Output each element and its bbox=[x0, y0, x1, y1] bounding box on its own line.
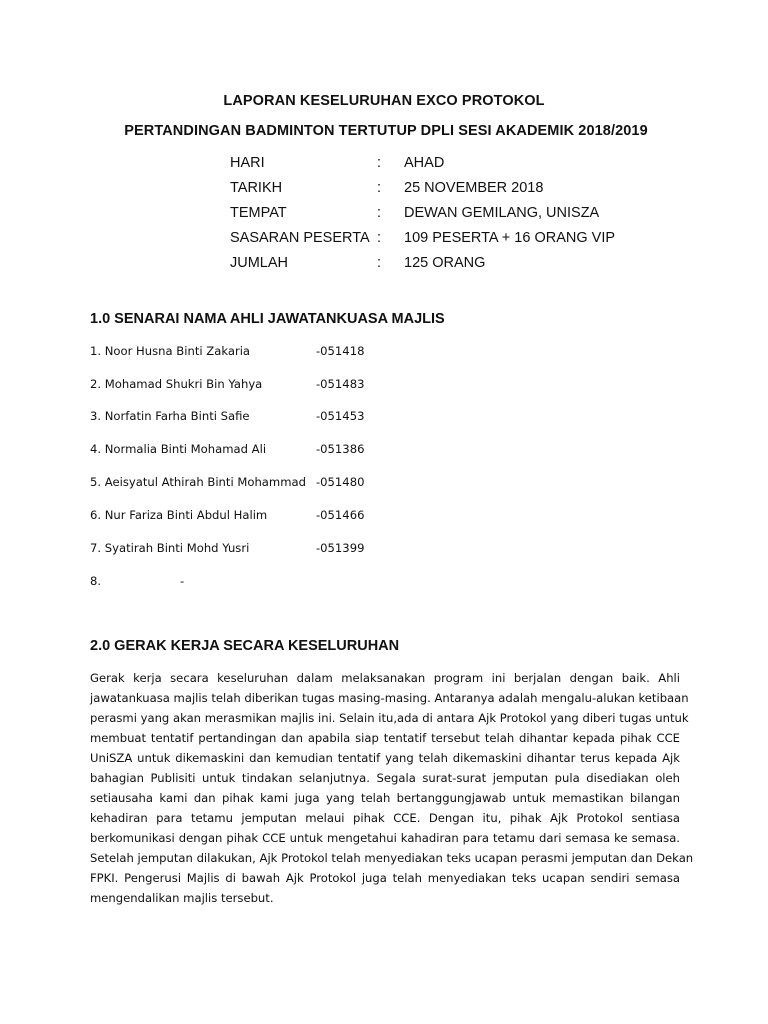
info-value: 109 PESERTA + 16 ORANG VIP bbox=[404, 230, 616, 246]
paragraph-line: membuat tentatif pertandingan dan apabila siap tentatif tersebut telah dihantar kepada pihak CCE bbox=[90, 731, 680, 745]
info-key: SASARAN PESERTA bbox=[230, 230, 370, 246]
section-heading-members: 1.0 SENARAI NAMA AHLI JAWATANKUASA MAJLIS bbox=[90, 311, 445, 327]
info-value: AHAD bbox=[404, 155, 445, 171]
paragraph-line: FPKI. Pengerusi Majlis di bawah Ajk Protokol juga telah menyediakan teks ucapan sendiri semasa bbox=[90, 871, 680, 885]
member-name: 8. bbox=[90, 574, 102, 588]
member-name: 1. Noor Husna Binti Zakaria bbox=[90, 344, 251, 358]
member-id: -051453 bbox=[316, 409, 365, 423]
paragraph-line: berkomunikasi dengan pihak CCE untuk mengetahui kahadiran para tetamu dari semasa ke semasa. bbox=[90, 831, 680, 845]
document-title: LAPORAN KESELURUHAN EXCO PROTOKOL bbox=[223, 93, 545, 109]
member-id: -051466 bbox=[316, 508, 365, 522]
section-paragraph bbox=[90, 668, 694, 908]
member-id: -051418 bbox=[316, 344, 365, 358]
member-id: -051483 bbox=[316, 377, 365, 391]
paragraph-line: bahagian Publisiti untuk tindakan selanjutnya. Segala surat-surat jemputan pula disediakan oleh bbox=[90, 771, 680, 785]
document-subtitle: PERTANDINGAN BADMINTON TERTUTUP DPLI SESI AKADEMIK 2018/2019 bbox=[124, 123, 648, 139]
info-value: DEWAN GEMILANG, UNISZA bbox=[404, 205, 600, 221]
info-value: 25 NOVEMBER 2018 bbox=[404, 180, 544, 196]
info-colon: : bbox=[377, 180, 382, 196]
info-colon: : bbox=[377, 155, 382, 171]
member-id: -051399 bbox=[316, 541, 365, 555]
info-key: JUMLAH bbox=[230, 255, 289, 271]
member-name: 3. Norfatin Farha Binti Safie bbox=[90, 409, 250, 423]
info-colon: : bbox=[377, 205, 382, 221]
member-id: -051386 bbox=[316, 442, 365, 456]
member-dash: - bbox=[180, 574, 185, 588]
member-name: 6. Nur Fariza Binti Abdul Halim bbox=[90, 508, 268, 522]
paragraph-line: jawatankuasa majlis telah diberikan tugas masing-masing. Antaranya adalah mengalu-alukan ketibaan bbox=[90, 691, 689, 705]
info-colon: : bbox=[377, 230, 382, 246]
info-key: TEMPAT bbox=[230, 205, 287, 221]
paragraph-line: Gerak kerja secara keseluruhan dalam melaksanakan program ini berjalan dengan baik. Ahli bbox=[90, 671, 680, 685]
info-colon: : bbox=[377, 255, 382, 271]
info-value: 125 ORANG bbox=[404, 255, 486, 271]
paragraph-line: perasmi yang akan merasmikan majlis ini. Selain itu,ada di antara Ajk Protokol yang diberi tugas untuk bbox=[90, 711, 689, 725]
section-heading-gerak-kerja: 2.0 GERAK KERJA SECARA KESELURUHAN bbox=[90, 638, 400, 654]
member-name: 7. Syatirah Binti Mohd Yusri bbox=[90, 541, 250, 555]
member-name: 2. Mohamad Shukri Bin Yahya bbox=[90, 377, 263, 391]
member-id: -051480 bbox=[316, 475, 365, 489]
info-key: HARI bbox=[230, 155, 265, 171]
member-name: 4. Normalia Binti Mohamad Ali bbox=[90, 442, 267, 456]
paragraph-line: Setelah jemputan dilakukan, Ajk Protokol telah menyediakan teks ucapan perasmi jemputan dan Dekan bbox=[90, 851, 694, 865]
paragraph-line: setiausaha kami dan pihak kami juga yang telah bertanggungjawab untuk memastikan bilangan bbox=[90, 791, 680, 805]
paragraph-line: mengendalikan majlis tersebut. bbox=[90, 891, 274, 905]
info-key: TARIKH bbox=[230, 180, 283, 196]
member-name: 5. Aeisyatul Athirah Binti Mohammad bbox=[90, 475, 306, 489]
paragraph-line: kehadiran para tetamu jemputan melaui pihak CCE. Dengan itu, pihak Ajk Protokol sentiasa bbox=[90, 811, 680, 825]
paragraph-line: UniSZA untuk dikemaskini dan kemudian tentatif yang telah dikemaskini dihantar terus kepada Ajk bbox=[90, 751, 680, 765]
